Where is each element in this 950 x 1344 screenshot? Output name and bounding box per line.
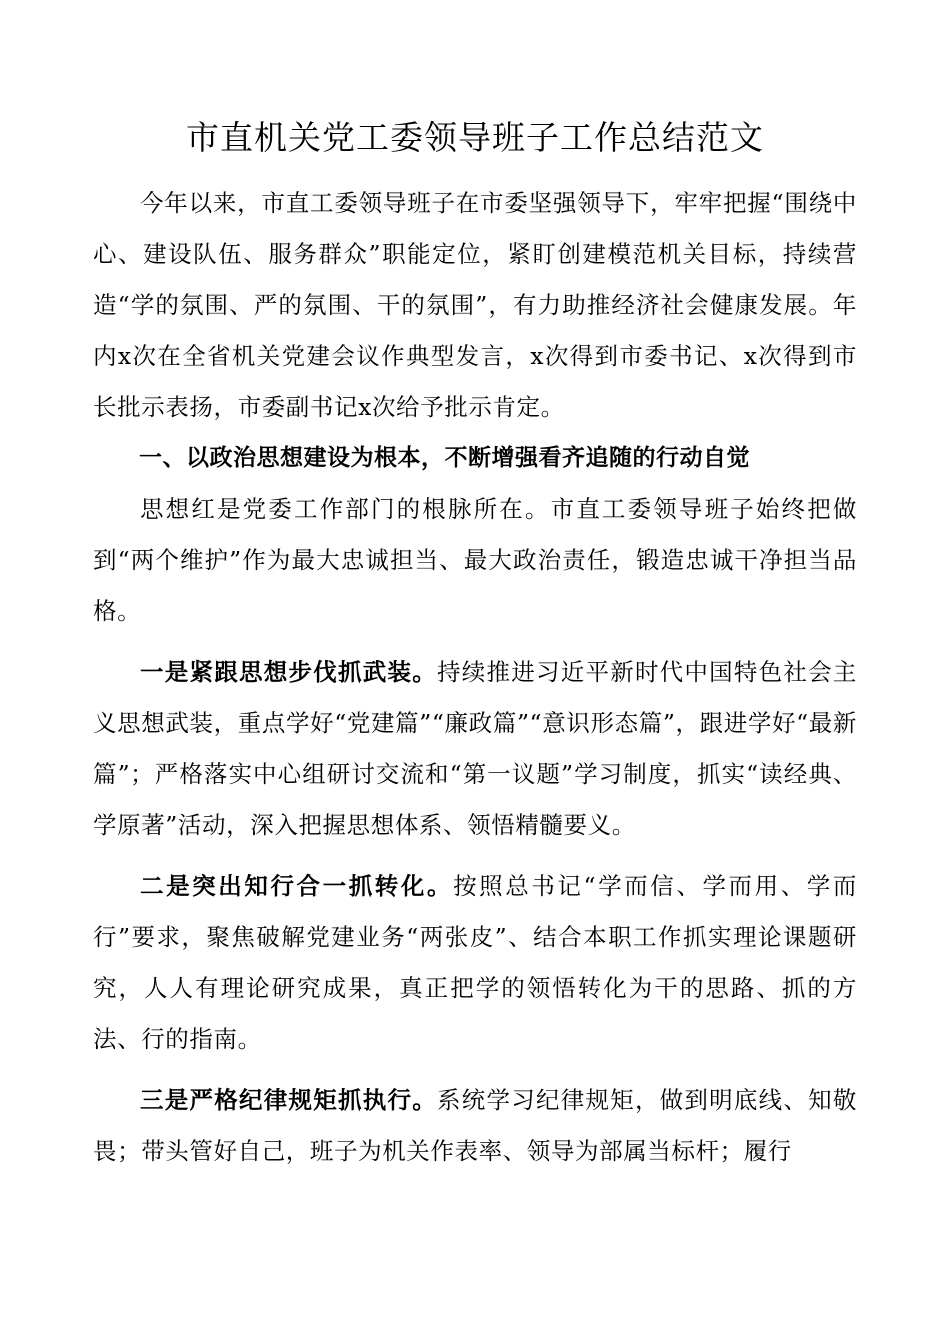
document-body: [93, 178, 857, 1177]
intro-paragraph: 今年以来，市直工委领导班子在市委坚强领导下，牢牢把握“围绕中心、建设队伍、服务群众”职能定位，紧盯创建模范机关目标，持续营造“学的氛围、严的氛围、干的氛围”，有力助推经济社会健康发展。年内x次在全省机关党建会议作典型发言，x次得到市委书记、x次得到市长批示表扬，市委副书记x次给予批示肯定。: [93, 189, 857, 421]
point-paragraph-2: [93, 861, 857, 1065]
document-title: 市直机关党工委领导班子工作总结范文: [186, 118, 764, 157]
point-text-3: 系统学习纪律规矩，做到明底线、知敬畏；带头管好自己，班子为机关作表率、领导为部属当标杆；履行: [93, 1086, 858, 1165]
point-lead-1: 一是紧跟思想步伐抓武装。: [140, 658, 437, 686]
point-paragraph-1: [93, 647, 857, 851]
section-intro-paragraph: 思想红是党委工作部门的根脉所在。市直工委领导班子始终把做到“两个维护”作为最大忠诚担当、最大政治责任，锻造忠诚干净担当品格。: [93, 495, 857, 625]
point-text-1: 持续推进习近平新时代中国特色社会主义思想武装，重点学好“党建篇”“廉政篇”“意识形态篇”，跟进学好“最新篇”；严格落实中心组研讨交流和“第一议题”学习制度，抓实“读经典、学原著”活动，深入把握思想体系、领悟精髓要义。: [93, 658, 858, 839]
paragraph-gap: [93, 637, 857, 647]
section-heading: 一、以政治思想建设为根本，不断增强看齐追随的行动自觉: [139, 445, 750, 471]
point-lead-3: 三是严格纪律规矩抓执行。: [140, 1086, 437, 1114]
point-paragraph-3: [93, 1075, 857, 1177]
point-text-2: 按照总书记“学而信、学而用、学而行”要求，聚焦破解党建业务“两张皮”、结合本职工作抓实理论课题研究，人人有理论研究成果，真正把学的领悟转化为干的思路、抓的方法、行的指南。: [93, 872, 857, 1053]
point-lead-2: 二是突出知行合一抓转化。: [140, 872, 454, 900]
paragraph-gap: [93, 851, 857, 861]
paragraph-gap: [93, 1065, 857, 1075]
